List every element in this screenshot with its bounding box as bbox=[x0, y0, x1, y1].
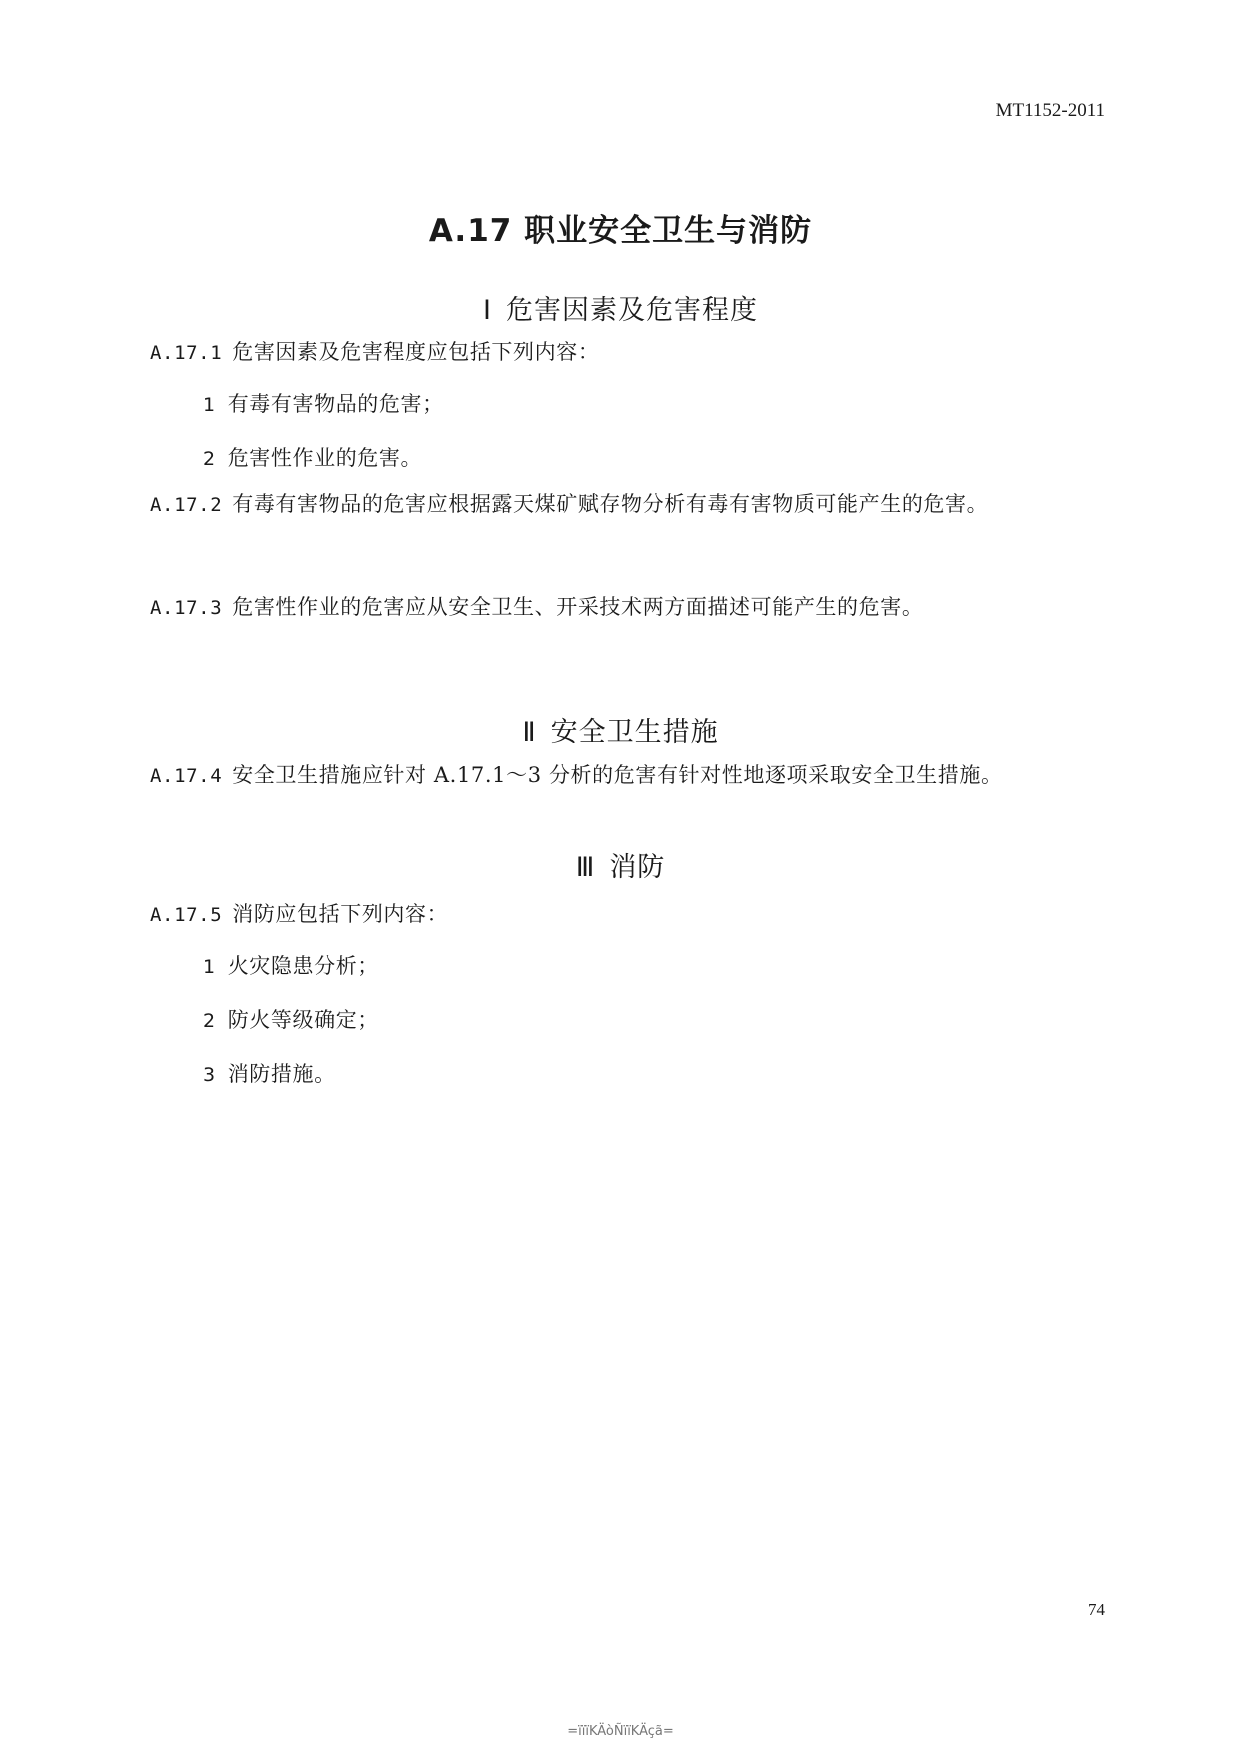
list-item-text: 消防措施。 bbox=[227, 1062, 336, 1086]
section-heading-2 bbox=[0, 710, 1241, 749]
list-item-text: 火灾隐患分析； bbox=[227, 954, 379, 978]
list-item bbox=[203, 1004, 379, 1034]
clause-text: 安全卫生措施应针对 A.17.1～3 分析的危害有针对性地逐项采取安全卫生措施。 bbox=[232, 763, 1003, 787]
clause-number: A.17.4 bbox=[150, 765, 223, 787]
list-item bbox=[203, 950, 379, 980]
section-heading-1 bbox=[0, 288, 1241, 327]
clause-a17-5 bbox=[150, 887, 1098, 942]
list-item-text: 防火等级确定； bbox=[227, 1008, 379, 1032]
list-item bbox=[203, 388, 444, 418]
clause-a17-2 bbox=[150, 477, 1098, 532]
page-title: A.17 职业安全卫生与消防 bbox=[428, 213, 813, 249]
section-heading-3 bbox=[0, 845, 1241, 884]
section-title: 危害因素及危害程度 bbox=[505, 295, 758, 326]
page-number: 74 bbox=[1088, 1600, 1105, 1619]
section-numeral: Ⅲ bbox=[575, 852, 596, 882]
list-item-text: 有毒有害物品的危害； bbox=[227, 392, 444, 416]
section-numeral: Ⅱ bbox=[522, 717, 537, 747]
clause-a17-3 bbox=[150, 580, 1098, 635]
list-item bbox=[203, 442, 422, 472]
clause-number: A.17.5 bbox=[150, 904, 223, 926]
clause-number: A.17.3 bbox=[150, 597, 223, 619]
clause-text: 有毒有害物品的危害应根据露天煤矿赋存物分析有毒有害物质可能产生的危害。 bbox=[232, 492, 989, 516]
footer-watermark-text: =ïïïKÄòÑïïKÄçã= bbox=[567, 1724, 674, 1739]
clause-a17-1 bbox=[150, 325, 1098, 380]
clause-text: 危害因素及危害程度应包括下列内容： bbox=[232, 340, 600, 364]
section-numeral: Ⅰ bbox=[483, 295, 492, 325]
list-item bbox=[203, 1058, 336, 1088]
clause-a17-4 bbox=[150, 748, 1098, 803]
clause-text: 消防应包括下列内容： bbox=[232, 902, 449, 926]
section-title: 安全卫生措施 bbox=[550, 717, 719, 748]
list-item-number: 2 bbox=[203, 1010, 216, 1032]
list-item-text: 危害性作业的危害。 bbox=[227, 446, 423, 470]
clause-text: 危害性作业的危害应从安全卫生、开采技术两方面描述可能产生的危害。 bbox=[232, 595, 924, 619]
clause-number: A.17.2 bbox=[150, 494, 223, 516]
list-item-number: 1 bbox=[203, 394, 216, 416]
list-item-number: 1 bbox=[203, 956, 216, 978]
clause-number: A.17.1 bbox=[150, 342, 223, 364]
document-code: MT1152-2011 bbox=[995, 100, 1105, 121]
section-title: 消防 bbox=[609, 852, 666, 883]
list-item-number: 2 bbox=[203, 448, 216, 470]
list-item-number: 3 bbox=[203, 1064, 216, 1086]
